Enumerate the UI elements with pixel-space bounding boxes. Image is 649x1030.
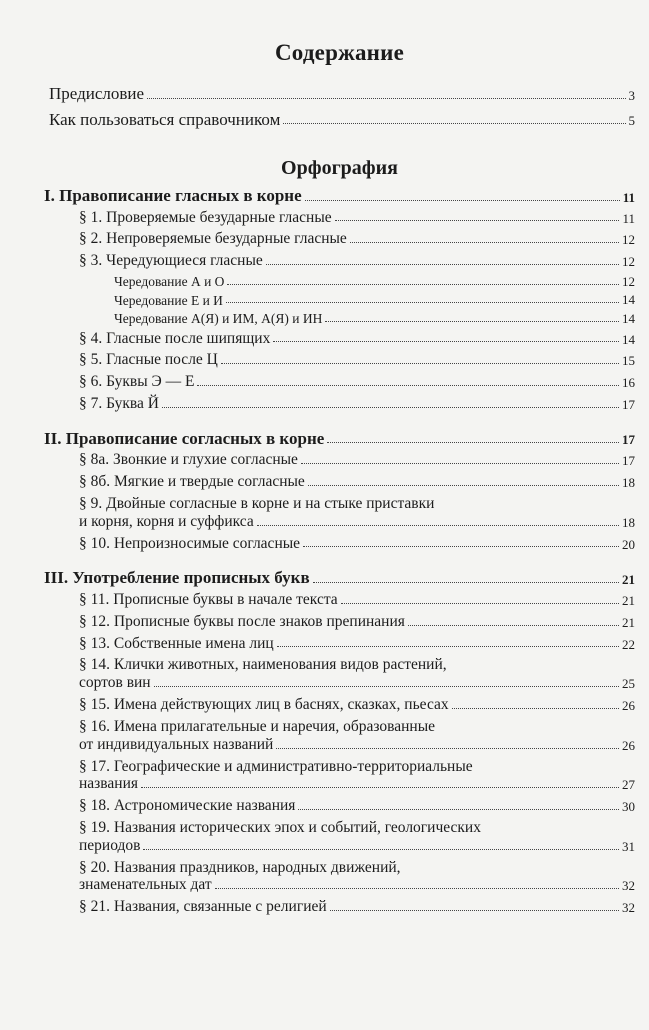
dot-leader [277, 646, 619, 647]
toc-entry-text: Предисловие [49, 84, 145, 103]
toc-paragraph[interactable] [44, 613, 635, 631]
toc-entry-row [114, 311, 635, 327]
toc-entry-text: периодов [79, 836, 141, 854]
page-number: 14 [622, 310, 635, 326]
toc-entry-text: § 21. Названия, связанные с религией [79, 898, 327, 916]
toc-entry-line: § 20. Названия праздников, народных движений, [79, 858, 401, 876]
front-matter [44, 84, 635, 129]
dot-leader [273, 341, 619, 342]
dot-leader [408, 625, 619, 626]
page-number: 32 [622, 900, 635, 916]
toc-entry-row [79, 252, 635, 270]
dot-leader [226, 302, 619, 303]
page-number: 11 [622, 210, 635, 226]
toc-paragraph[interactable] [44, 373, 635, 391]
toc-entry-row [114, 274, 635, 290]
toc-paragraph[interactable] [44, 635, 635, 653]
toc-entry-row [114, 293, 635, 309]
chapter-block [44, 568, 635, 916]
toc-entry-text: § 15. Имена действующих лиц в баснях, сказках, пьесах [79, 696, 449, 714]
toc-entry-text: § 12. Прописные буквы после знаков препинания [79, 612, 405, 630]
toc-paragraph[interactable] [44, 535, 635, 553]
dot-leader [325, 321, 619, 322]
page-number: 17 [622, 432, 635, 448]
toc-entry-row [49, 110, 635, 130]
page-number: 12 [622, 232, 635, 248]
page-number: 20 [622, 536, 635, 552]
dot-leader [197, 385, 619, 386]
toc-entry-row [79, 330, 635, 348]
dot-leader [276, 748, 619, 749]
toc-entry-line: § 19. Названия исторических эпох и событий, геологических [79, 818, 481, 836]
toc-paragraph[interactable] [44, 898, 635, 916]
dot-leader [335, 220, 620, 221]
page-number: 3 [628, 87, 635, 103]
chapter-block [44, 429, 635, 553]
dot-leader [154, 686, 619, 687]
toc-entry-row [49, 84, 635, 104]
toc-entry-text: § 3. Чередующиеся гласные [79, 252, 263, 270]
dot-leader [308, 485, 619, 486]
dot-leader [162, 407, 619, 408]
toc-subentry[interactable] [44, 293, 635, 309]
toc-entry-row [79, 635, 635, 653]
dot-leader [266, 264, 619, 265]
toc-entry-row [79, 696, 635, 714]
toc-entry-text: § 5. Гласные после Ц [79, 351, 218, 369]
page-number: 21 [622, 572, 635, 588]
toc-entry-row [79, 591, 635, 609]
page-number: 21 [622, 592, 635, 608]
toc-entry-line: § 16. Имена прилагательные и наречия, образованные [79, 717, 436, 735]
toc-entry-row [79, 898, 635, 916]
toc-entry-row [79, 613, 635, 631]
toc-entry-row [79, 351, 635, 369]
toc-entry-text: II. Правописание согласных в корне [44, 428, 325, 448]
toc-entry-text: Чередование Е и И [114, 292, 223, 308]
chapters-list [44, 186, 635, 916]
page-title: Содержание [275, 40, 404, 65]
page-number: 14 [622, 331, 635, 347]
toc-entry-text: Чередование А и О [114, 274, 225, 290]
toc-entry-row [79, 230, 635, 248]
toc-entry-text: Как пользоваться справочником [49, 109, 281, 129]
toc-subentry[interactable] [44, 274, 635, 290]
page-number: 32 [622, 878, 635, 894]
page-number: 15 [622, 353, 635, 369]
toc-entry-row [79, 513, 635, 531]
page-number: 12 [622, 273, 635, 289]
page-number: 26 [622, 737, 635, 753]
toc-entry-row [79, 395, 635, 413]
toc-subentry[interactable] [44, 311, 635, 327]
toc-entry-text: названия [79, 775, 139, 793]
page-number: 21 [622, 614, 635, 630]
toc-entry-row [79, 473, 635, 491]
toc-entry-row [44, 429, 635, 449]
toc-paragraph[interactable] [44, 819, 635, 855]
toc-paragraph[interactable] [44, 252, 635, 270]
toc-paragraph[interactable] [44, 797, 635, 815]
toc-entry-row [79, 451, 635, 469]
page-number: 5 [628, 113, 635, 129]
page-number: 30 [622, 799, 635, 815]
toc-entry-text: § 13. Собственные имена лиц [79, 634, 274, 652]
dot-leader [221, 363, 619, 364]
toc-entry-text: § 2. Непроверяемые безударные гласные [79, 230, 347, 248]
dot-leader [327, 442, 619, 443]
dot-leader [141, 787, 619, 788]
toc-entry-front[interactable] [44, 84, 635, 104]
toc-paragraph[interactable] [44, 395, 635, 413]
page-number: 31 [622, 838, 635, 854]
toc-entry-text: I. Правописание гласных в корне [44, 186, 302, 206]
toc-entry-front[interactable] [44, 110, 635, 130]
toc-entry-text: III. Употребление прописных букв [44, 568, 310, 588]
toc-entry-text: § 1. Проверяемые безударные гласные [79, 208, 332, 226]
page-number: 17 [622, 453, 635, 469]
chapter-heading[interactable] [44, 568, 635, 588]
toc-paragraph[interactable] [44, 696, 635, 714]
page-number: 16 [622, 375, 635, 391]
toc-paragraph[interactable] [44, 451, 635, 469]
page-number: 18 [622, 514, 635, 530]
toc-paragraph[interactable] [44, 330, 635, 348]
dot-leader [298, 809, 619, 810]
toc-entry-row [79, 837, 635, 855]
toc-entry-text: знаменательных дат [79, 876, 212, 894]
dot-leader [301, 463, 619, 464]
toc-entry-line: § 17. Географические и административно-территориальные [79, 757, 473, 775]
toc-entry-text: сортов вин [79, 674, 151, 692]
toc-entry-row [79, 775, 635, 793]
toc-entry-text: и корня, корня и суффикса [79, 512, 254, 530]
toc-paragraph[interactable] [44, 656, 635, 692]
dot-leader [143, 849, 619, 850]
toc-entry-line: § 14. Клички животных, наименования видов растений, [79, 656, 447, 674]
toc-paragraph[interactable] [44, 591, 635, 609]
toc-entry-row [79, 373, 635, 391]
chapter-block [44, 186, 635, 413]
toc-paragraph[interactable] [44, 718, 635, 754]
page-number: 25 [622, 676, 635, 692]
page-number: 26 [622, 697, 635, 713]
toc-entry-row [79, 209, 635, 227]
toc-entry-text: § 11. Прописные буквы в начале текста [79, 591, 338, 609]
page-number: 14 [622, 292, 635, 308]
dot-leader [341, 603, 619, 604]
toc-entry-text: § 8а. Звонкие и глухие согласные [79, 451, 298, 469]
dot-leader [147, 98, 625, 99]
toc-entry-row [79, 876, 635, 894]
dot-leader [227, 284, 619, 285]
toc-paragraph[interactable] [44, 758, 635, 794]
toc-entry-text: от индивидуальных названий [79, 735, 274, 753]
toc-entry-text: § 7. Буква Й [79, 395, 159, 413]
chapter-heading[interactable] [44, 186, 635, 206]
dot-leader [257, 525, 619, 526]
toc-paragraph[interactable] [44, 209, 635, 227]
section-title: Орфография [281, 157, 398, 180]
toc-entry-text: § 4. Гласные после шипящих [79, 329, 271, 347]
page-number: 18 [622, 475, 635, 491]
dot-leader [215, 888, 619, 889]
page-number: 22 [622, 636, 635, 652]
toc-entry-text: Чередование А(Я) и ИМ, А(Я) и ИН [114, 311, 323, 327]
dot-leader [305, 200, 620, 201]
toc-entry-text: § 10. Непроизносимые согласные [79, 534, 301, 552]
toc-entry-row [79, 736, 635, 754]
page-number: 11 [622, 189, 635, 205]
dot-leader [330, 910, 619, 911]
dot-leader [313, 582, 619, 583]
toc-entry-text: § 8б. Мягкие и твердые согласные [79, 473, 305, 491]
toc-paragraph[interactable] [44, 351, 635, 369]
dot-leader [283, 123, 625, 124]
page-number: 27 [622, 777, 635, 793]
toc-entry-row [79, 674, 635, 692]
toc-entry-text: § 6. Буквы Э — Е [79, 373, 195, 391]
dot-leader [350, 242, 619, 243]
page-number: 12 [622, 254, 635, 270]
toc-entry-row [79, 535, 635, 553]
toc-paragraph[interactable] [44, 230, 635, 248]
dot-leader [303, 546, 619, 547]
toc-entry-row [79, 797, 635, 815]
toc-paragraph[interactable] [44, 473, 635, 491]
toc-entry-row [44, 186, 635, 206]
toc-entry-row [44, 568, 635, 588]
toc-entry-line: § 9. Двойные согласные в корне и на стыке приставки [79, 495, 435, 513]
toc-entry-text: § 18. Астрономические названия [79, 797, 296, 815]
toc-paragraph[interactable] [44, 859, 635, 895]
dot-leader [452, 708, 619, 709]
toc-paragraph[interactable] [44, 495, 635, 531]
chapter-heading[interactable] [44, 429, 635, 449]
page-number: 17 [622, 396, 635, 412]
